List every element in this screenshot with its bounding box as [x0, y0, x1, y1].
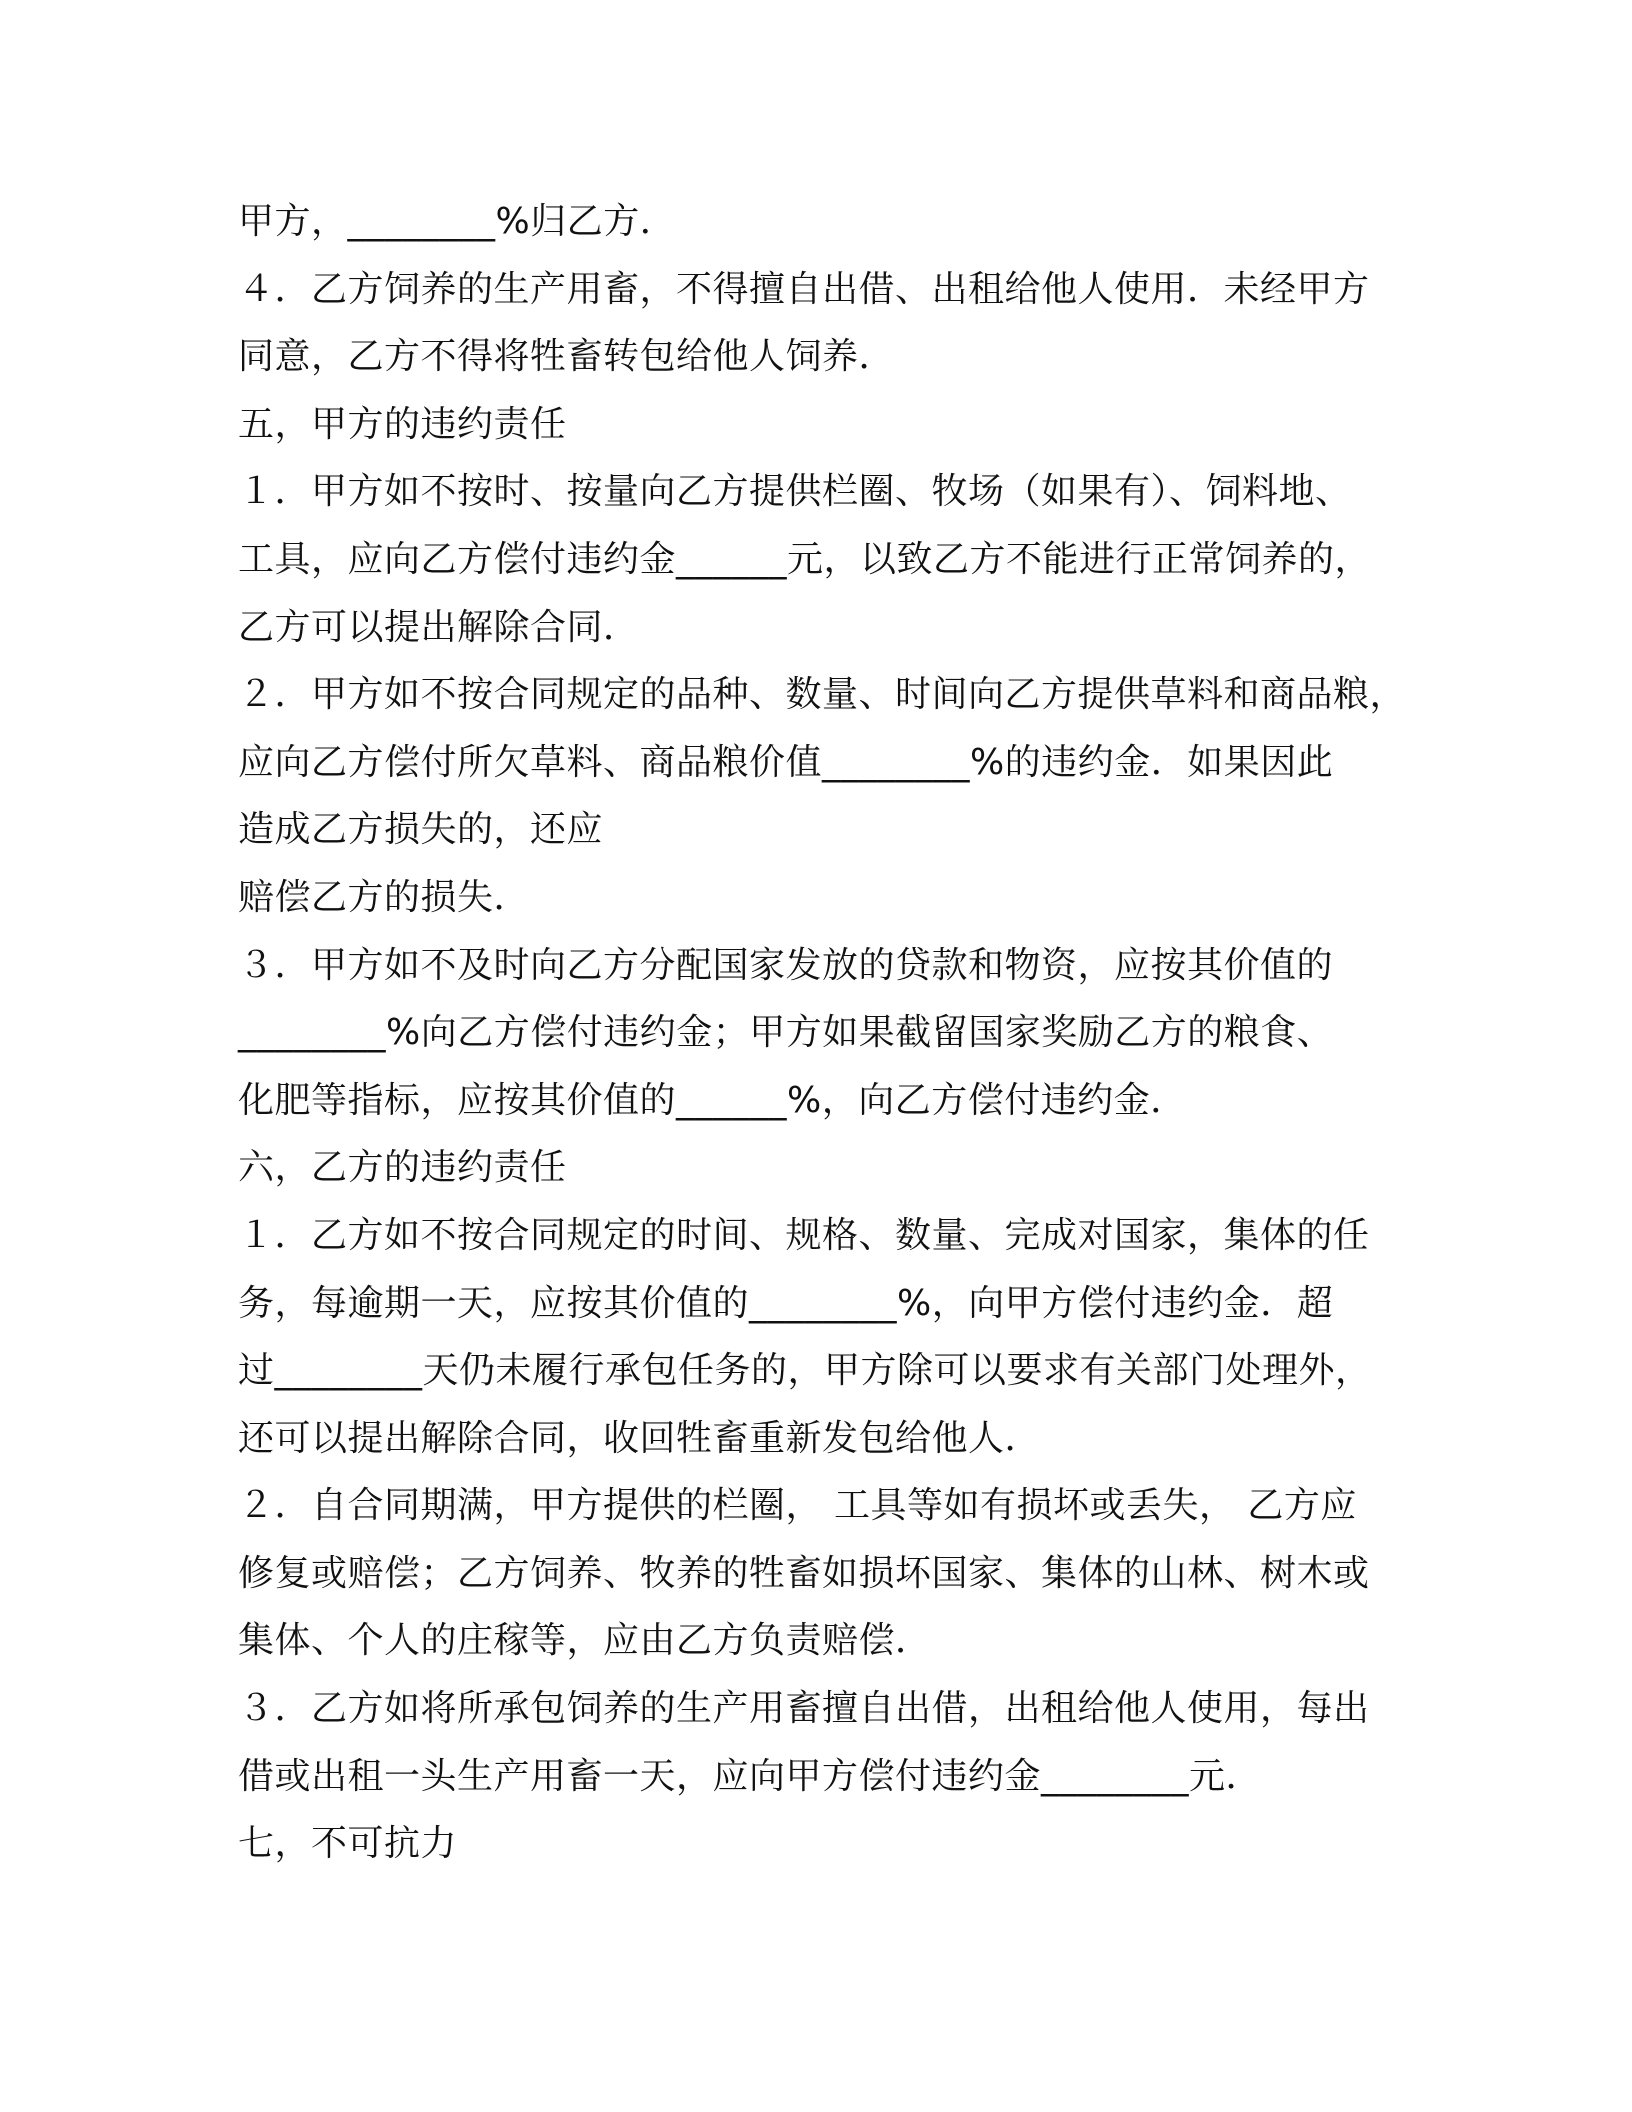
document-body: [238, 188, 1438, 1878]
clause-2-line: ２．自合同期满，甲方提供的栏圈， 工具等如有损坏或丢失， 乙方应: [238, 1485, 1357, 1527]
clause-4-line: ４．乙方饲养的生产用畜，不得擅自出借、出租给他人使用．未经甲方: [238, 268, 1370, 310]
clause-3-line: ３．甲方如不及时向乙方分配国家发放的贷款和物资，应按其价值的: [238, 944, 1334, 986]
text-line: 同意，乙方不得将牲畜转包给他人饲养．: [238, 336, 896, 378]
text-line: 工具，应向乙方偿付违约金______元，以致乙方不能进行正常饲养的，: [238, 538, 1372, 580]
section-heading-7: 七，不可抗力: [238, 1823, 458, 1865]
text-line: 赔偿乙方的损失．: [238, 876, 531, 918]
text-line: 造成乙方损失的，还应: [238, 809, 604, 851]
text-line: 过________天仍未履行承包任务的，甲方除可以要求有关部门处理外，: [238, 1350, 1372, 1392]
clause-1-line: １．乙方如不按合同规定的时间、规格、数量、完成对国家，集体的任: [238, 1214, 1370, 1256]
text-line: 还可以提出解除合同，收回牲畜重新发包给他人．: [238, 1417, 1042, 1459]
section-heading-5: 五，甲方的违约责任: [238, 403, 567, 445]
text-line: 甲方，________%归乙方．: [238, 201, 677, 242]
clause-1-line: １．甲方如不按时、按量向乙方提供栏圈、牧场（如果有）、饲料地、: [238, 471, 1352, 513]
section-heading-6: 六，乙方的违约责任: [238, 1147, 567, 1189]
text-line: 应向乙方偿付所欠草料、商品粮价值________%的违约金．如果因此: [238, 741, 1334, 783]
clause-3-line: ３．乙方如将所承包饲养的生产用畜擅自出借，出租给他人使用，每出: [238, 1688, 1370, 1730]
text-line: 修复或赔偿；乙方饲养、牧养的牲畜如损坏国家、集体的山林、树木或: [238, 1552, 1370, 1594]
text-line: 借或出租一头生产用畜一天，应向甲方偿付违约金________元．: [238, 1755, 1263, 1797]
text-line: 务，每逾期一天，应按其价值的________%，向甲方偿付违约金．超: [238, 1282, 1334, 1324]
text-line: 集体、个人的庄稼等，应由乙方负责赔偿．: [238, 1620, 932, 1662]
text-line: ________%向乙方偿付违约金；甲方如果截留国家奖励乙方的粮食、: [238, 1012, 1334, 1054]
text-line: 乙方可以提出解除合同．: [238, 606, 640, 648]
clause-2-line: ２．甲方如不按合同规定的品种、数量、时间向乙方提供草料和商品粮，: [238, 674, 1407, 716]
text-line: 化肥等指标，应按其价值的______%，向乙方偿付违约金．: [238, 1079, 1187, 1121]
